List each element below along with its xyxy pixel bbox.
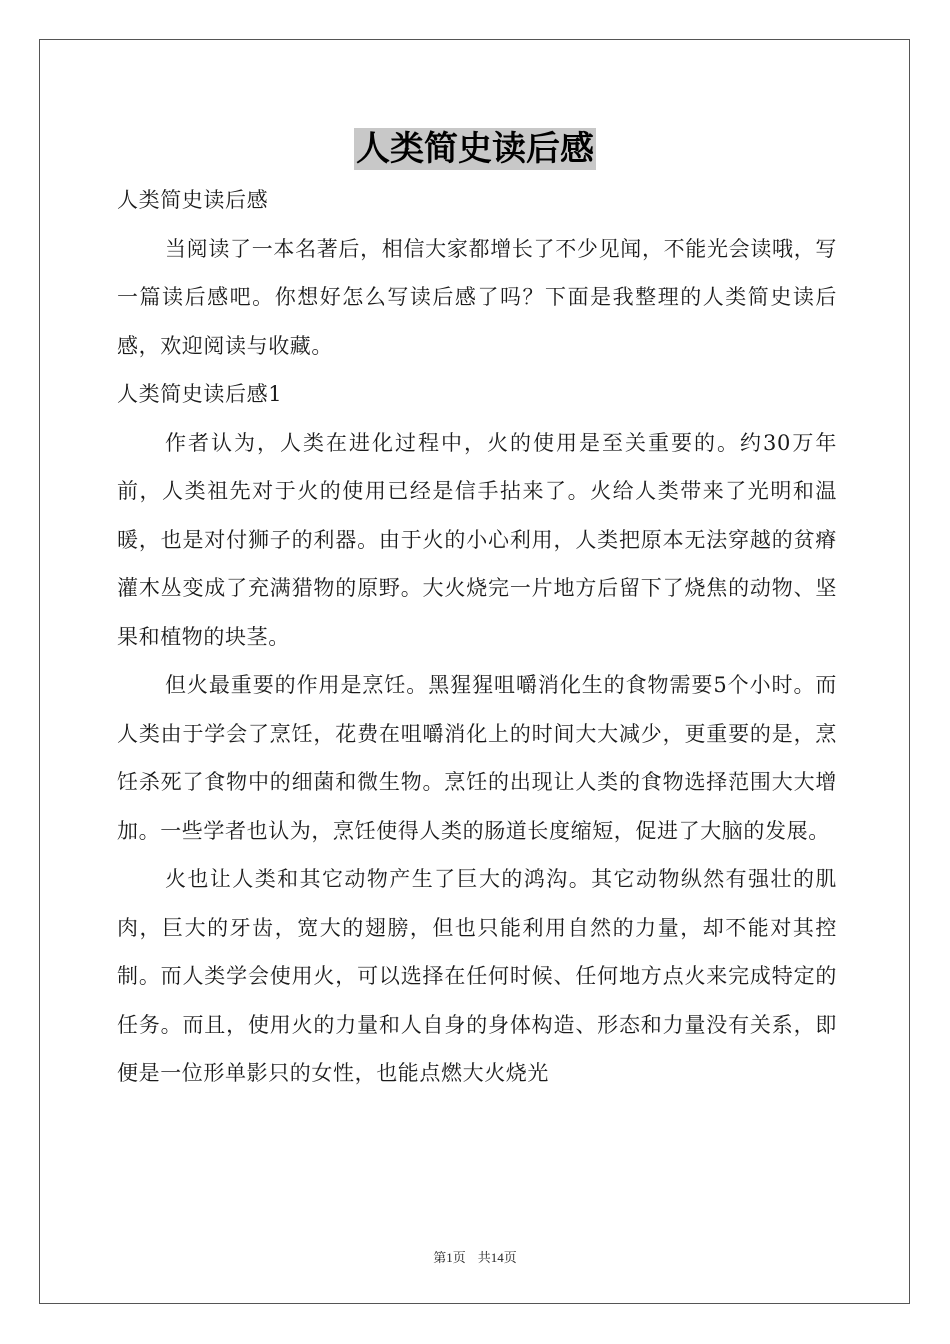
document-body (117, 176, 837, 1098)
section-heading: 人类简史读后感1 (117, 382, 283, 406)
paragraph: 但火最重要的作用是烹饪。黑猩猩咀嚼消化生的食物需要5个小时。而人类由于学会了烹饪，花费在咀嚼消化上的时间大大减少，更重要的是，烹饪杀死了食物中的细菌和微生物。烹饪的出现让人类的食物选择范围大大增加。一些学者也认为，烹饪使得人类的肠道长度缩短，促进了大脑的发展。 (117, 673, 837, 843)
document-title: 人类简史读后感 (356, 129, 594, 169)
paragraph: 作者认为，人类在进化过程中，火的使用是至关重要的。约30万年前，人类祖先对于火的使用已经是信手拈来了。火给人类带来了光明和温暖，也是对付狮子的利器。由于火的小心利用，人类把原本无法穿越的贫瘠灌木丛变成了充满猎物的原野。大火烧完一片地方后留下了烧焦的动物、坚果和植物的块茎。 (117, 430, 837, 649)
page-footer (0, 1247, 950, 1266)
page-number: 第1页 (433, 1250, 466, 1265)
paragraph: 人类简史读后感 (117, 188, 269, 212)
page-total: 共14页 (477, 1250, 517, 1265)
paragraph: 火也让人类和其它动物产生了巨大的鸿沟。其它动物纵然有强壮的肌肉，巨大的牙齿，宽大的翅膀，但也只能利用自然的力量，却不能对其控制。而人类学会使用火，可以选择在任何时候、任何地方点火来完成特定的任务。而且，使用火的力量和人自身的身体构造、形态和力量没有关系，即便是一位形单影只的女性，也能点燃大火烧光 (117, 867, 837, 1085)
paragraph: 当阅读了一本名著后，相信大家都增长了不少见闻，不能光会读哦，写一篇读后感吧。你想好怎么写读后感了吗？下面是我整理的人类简史读后感，欢迎阅读与收藏。 (117, 236, 837, 358)
title-container (0, 128, 950, 170)
